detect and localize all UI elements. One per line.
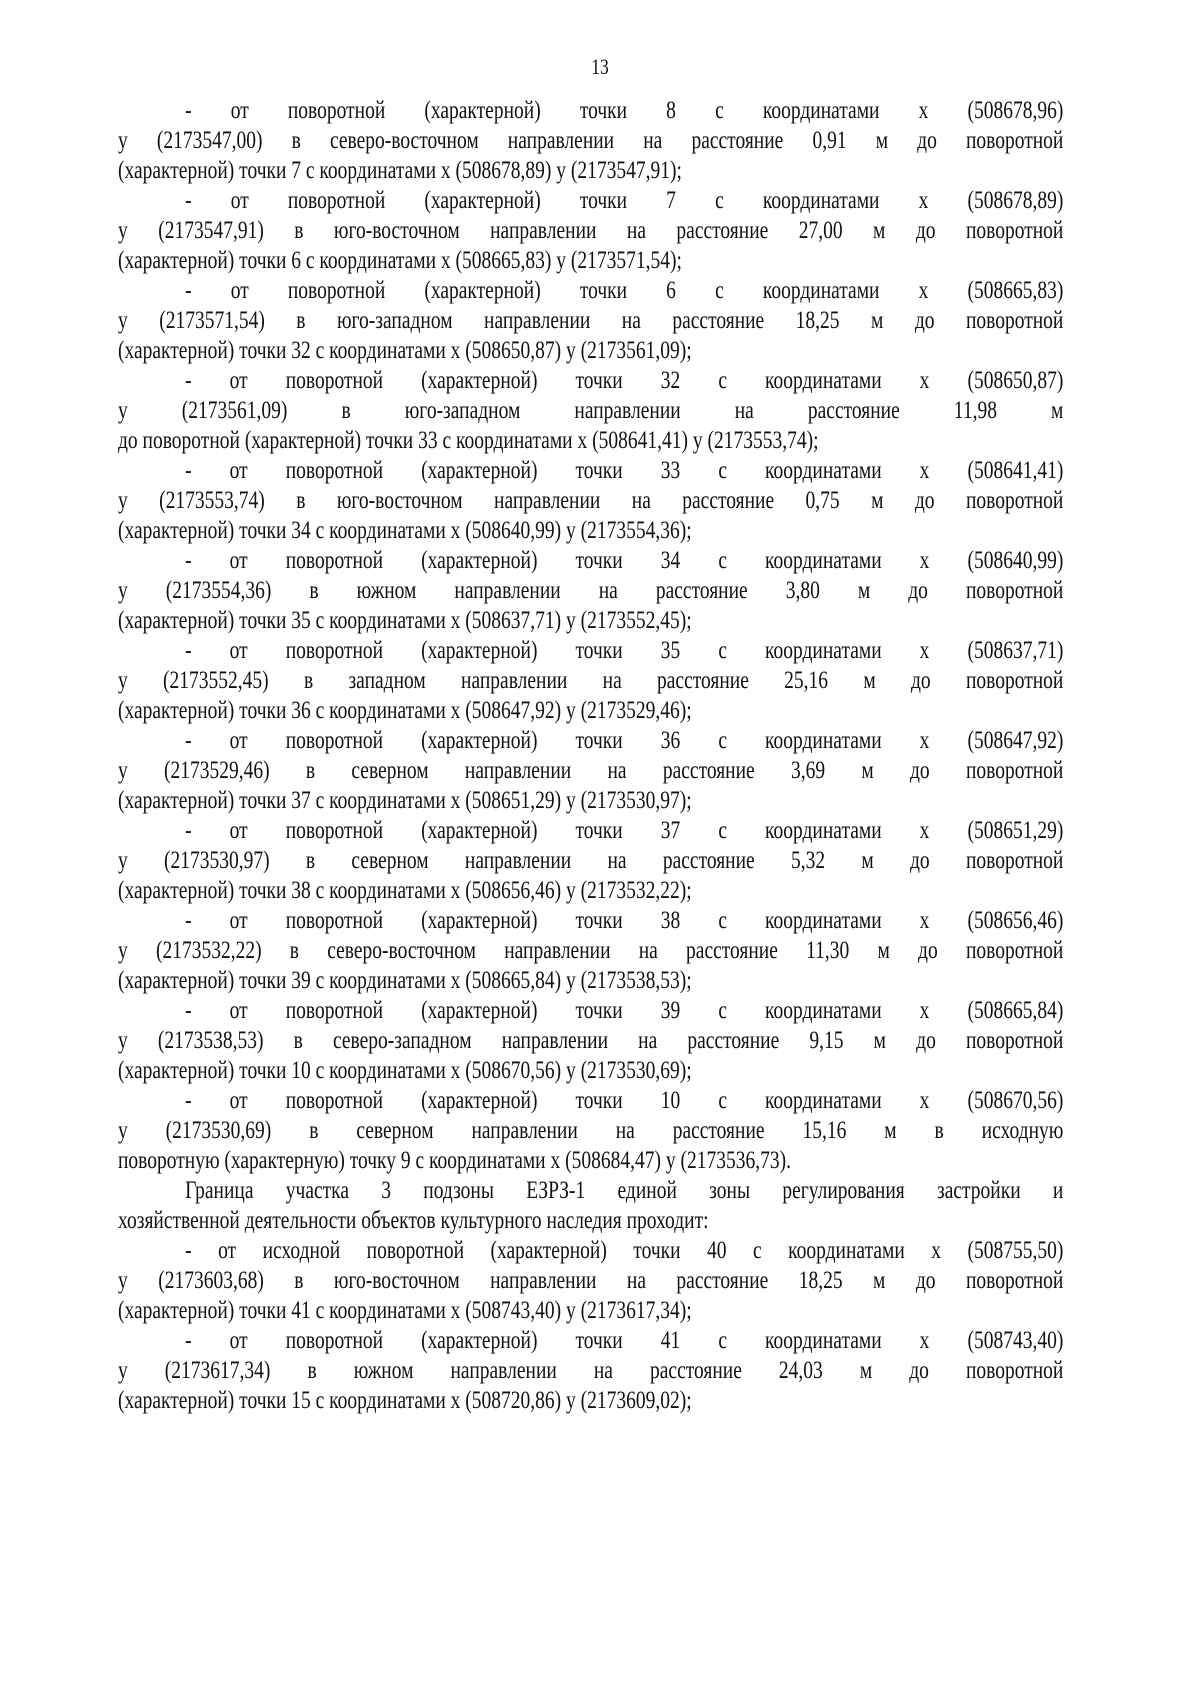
text-line: (характерной) точки 41 с координатами х (508743,40) у (2173617,34); <box>118 1297 692 1324</box>
paragraph <box>118 546 1063 636</box>
text-line: (характерной) точки 37 с координатами х (508651,29) у (2173530,97); <box>118 787 692 814</box>
paragraph <box>118 726 1063 816</box>
text-line: - от поворотной (характерной) точки 7 с координатами х (508678,89) <box>185 187 1064 214</box>
text-line: у (2173538,53) в северо-западном направлении на расстояние 9,15 м до поворотной <box>118 1027 1064 1054</box>
text-line: до поворотной (характерной) точки 33 с координатами х (508641,41) у (2173553,74); <box>118 427 819 454</box>
text-line: поворотную (характерную) точку 9 с координатами х (508684,47) у (2173536,73). <box>118 1147 791 1174</box>
document-body <box>118 96 1063 1416</box>
text-line: у (2173554,36) в южном направлении на расстояние 3,80 м до поворотной <box>118 577 1064 604</box>
paragraph <box>118 456 1063 546</box>
text-line: у (2173553,74) в юго-восточном направлении на расстояние 0,75 м до поворотной <box>118 487 1064 514</box>
paragraph <box>118 816 1063 906</box>
paragraph <box>118 996 1063 1086</box>
text-line: (характерной) точки 32 с координатами х (508650,87) у (2173561,09); <box>118 337 692 364</box>
text-line: (характерной) точки 35 с координатами х (508637,71) у (2173552,45); <box>118 607 692 634</box>
text-line: - от поворотной (характерной) точки 41 с координатами х (508743,40) <box>185 1327 1064 1354</box>
paragraph <box>118 1236 1063 1326</box>
page-number: 13 <box>591 54 609 79</box>
text-line: у (2173547,00) в северо-восточном направлении на расстояние 0,91 м до поворотной <box>118 127 1064 154</box>
text-line: - от поворотной (характерной) точки 8 с координатами х (508678,96) <box>185 97 1064 124</box>
paragraph <box>118 276 1063 366</box>
paragraph <box>118 1176 1063 1236</box>
text-line: (характерной) точки 7 с координатами х (508678,89) у (2173547,91); <box>118 157 682 184</box>
paragraph <box>118 1326 1063 1416</box>
text-line: - от поворотной (характерной) точки 32 с координатами х (508650,87) <box>185 367 1064 394</box>
text-line: хозяйственной деятельности объектов культурного наследия проходит: <box>118 1207 709 1234</box>
paragraph <box>118 186 1063 276</box>
text-line: - от поворотной (характерной) точки 33 с координатами х (508641,41) <box>185 457 1064 484</box>
paragraph <box>118 96 1063 186</box>
text-line: у (2173530,69) в северном направлении на расстояние 15,16 м в исходную <box>118 1117 1064 1144</box>
text-line: (характерной) точки 36 с координатами х (508647,92) у (2173529,46); <box>118 697 692 724</box>
text-line: - от поворотной (характерной) точки 38 с координатами х (508656,46) <box>185 907 1064 934</box>
text-line: - от поворотной (характерной) точки 36 с координатами х (508647,92) <box>185 727 1064 754</box>
text-line: - от исходной поворотной (характерной) точки 40 с координатами х (508755,50) <box>185 1237 1064 1264</box>
text-line: у (2173617,34) в южном направлении на расстояние 24,03 м до поворотной <box>118 1357 1064 1384</box>
text-line: у (2173561,09) в юго-западном направлении на расстояние 11,98 м <box>118 397 1064 424</box>
text-line: у (2173603,68) в юго-восточном направлении на расстояние 18,25 м до поворотной <box>118 1267 1064 1294</box>
text-line: у (2173530,97) в северном направлении на расстояние 5,32 м до поворотной <box>118 847 1064 874</box>
text-line: (характерной) точки 38 с координатами х (508656,46) у (2173532,22); <box>118 877 692 904</box>
text-line: - от поворотной (характерной) точки 6 с координатами х (508665,83) <box>185 277 1064 304</box>
text-line: - от поворотной (характерной) точки 39 с координатами х (508665,84) <box>185 997 1064 1024</box>
text-line: (характерной) точки 39 с координатами х (508665,84) у (2173538,53); <box>118 967 692 994</box>
paragraph <box>118 366 1063 456</box>
text-line: - от поворотной (характерной) точки 37 с координатами х (508651,29) <box>185 817 1064 844</box>
text-line: у (2173529,46) в северном направлении на расстояние 3,69 м до поворотной <box>118 757 1064 784</box>
text-line: - от поворотной (характерной) точки 10 с координатами х (508670,56) <box>185 1087 1064 1114</box>
paragraph <box>118 1086 1063 1176</box>
paragraph <box>118 636 1063 726</box>
text-line: - от поворотной (характерной) точки 35 с координатами х (508637,71) <box>185 637 1064 664</box>
text-line: Граница участка 3 подзоны ЕЗРЗ-1 единой зоны регулирования застройки и <box>185 1177 1064 1204</box>
text-line: (характерной) точки 10 с координатами х (508670,56) у (2173530,69); <box>118 1057 692 1084</box>
text-line: (характерной) точки 6 с координатами х (508665,83) у (2173571,54); <box>118 247 682 274</box>
text-line: у (2173552,45) в западном направлении на расстояние 25,16 м до поворотной <box>118 667 1064 694</box>
text-line: у (2173571,54) в юго-западном направлении на расстояние 18,25 м до поворотной <box>118 307 1064 334</box>
text-line: у (2173532,22) в северо-восточном направлении на расстояние 11,30 м до поворотной <box>118 937 1064 964</box>
text-line: (характерной) точки 34 с координатами х (508640,99) у (2173554,36); <box>118 517 692 544</box>
text-line: у (2173547,91) в юго-восточном направлении на расстояние 27,00 м до поворотной <box>118 217 1064 244</box>
text-line: - от поворотной (характерной) точки 34 с координатами х (508640,99) <box>185 547 1064 574</box>
paragraph <box>118 906 1063 996</box>
text-line: (характерной) точки 15 с координатами х (508720,86) у (2173609,02); <box>118 1387 692 1414</box>
